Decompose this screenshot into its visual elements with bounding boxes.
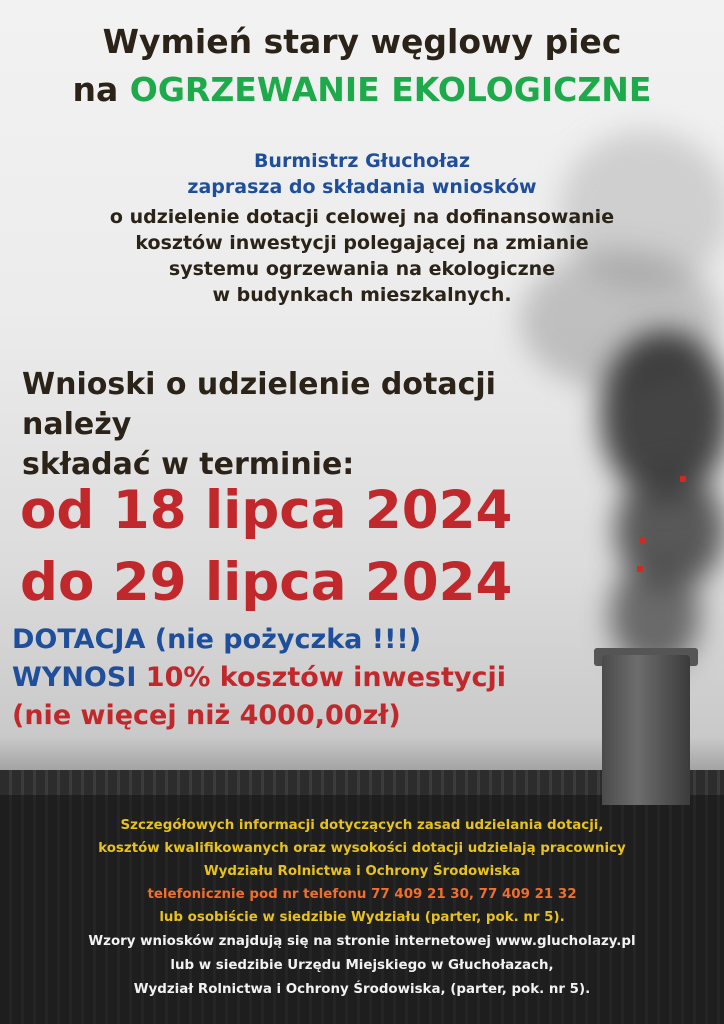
- invitation-body: [0, 204, 724, 308]
- ember-mark: [637, 566, 643, 572]
- headline-line2: [0, 70, 724, 109]
- body-line: systemu ogrzewania na ekologiczne: [168, 258, 556, 280]
- ember-mark: [680, 476, 686, 482]
- mayor-name: Burmistrz Głuchołaz: [253, 150, 471, 172]
- body-line: o udzielenie dotacji celowej na dofinansowanie: [109, 206, 615, 228]
- info-line-white: Wydział Rolnictwa i Ochrony Środowiska, (parter, pok. nr 5).: [133, 982, 591, 997]
- info-line: Szczegółowych informacji dotyczących zasad udzielania dotacji,: [120, 818, 604, 833]
- deadline-line: składać w terminie:: [22, 447, 355, 482]
- subsidy-limit: (nie więcej niż 4000,00zł): [12, 700, 401, 731]
- body-line: w budynkach mieszkalnych.: [212, 284, 512, 306]
- subsidy-amount: 10% kosztów inwestycji: [145, 662, 506, 693]
- info-line: kosztów kwalifikowanych oraz wysokości dotacji udzielają pracownicy: [98, 841, 626, 856]
- ember-mark: [640, 538, 646, 544]
- phone-line: telefonicznie pod nr telefonu 77 409 21 30, 77 409 21 32: [147, 887, 577, 902]
- deadline-heading: [22, 365, 582, 485]
- headline-line1: Wymień stary węglowy piec: [102, 22, 622, 61]
- deadline-line: Wnioski o udzielenie dotacji należy: [22, 367, 496, 442]
- info-line: Wydziału Rolnictwa i Ochrony Środowiska: [203, 864, 521, 879]
- invitation-text: zaprasza do składania wniosków: [187, 176, 537, 198]
- office-line: lub osobiście w siedzibie Wydziału (parter, pok. nr 5).: [159, 910, 565, 925]
- date-from: od 18 lipca 2024: [20, 480, 513, 541]
- info-line-white: lub w siedzibie Urzędu Miejskiego w Głuchołazach,: [170, 958, 554, 973]
- info-line-white: Wzory wniosków znajdują się na stronie internetowej www.glucholazy.pl: [88, 934, 636, 949]
- subsidy-word: DOTACJA: [12, 624, 146, 655]
- subsidy-line1: [12, 624, 712, 655]
- date-to: do 29 lipca 2024: [20, 552, 513, 613]
- headline-highlight: OGRZEWANIE EKOLOGICZNE: [129, 70, 652, 109]
- body-line: kosztów inwestycji polegającej na zmianie: [135, 232, 589, 254]
- subsidy-line2: [12, 662, 712, 693]
- headline-prefix: na: [72, 70, 119, 109]
- subsidy-note: (nie pożyczka !!!): [154, 624, 422, 655]
- subsidy-amount-label: WYNOSI: [12, 662, 137, 693]
